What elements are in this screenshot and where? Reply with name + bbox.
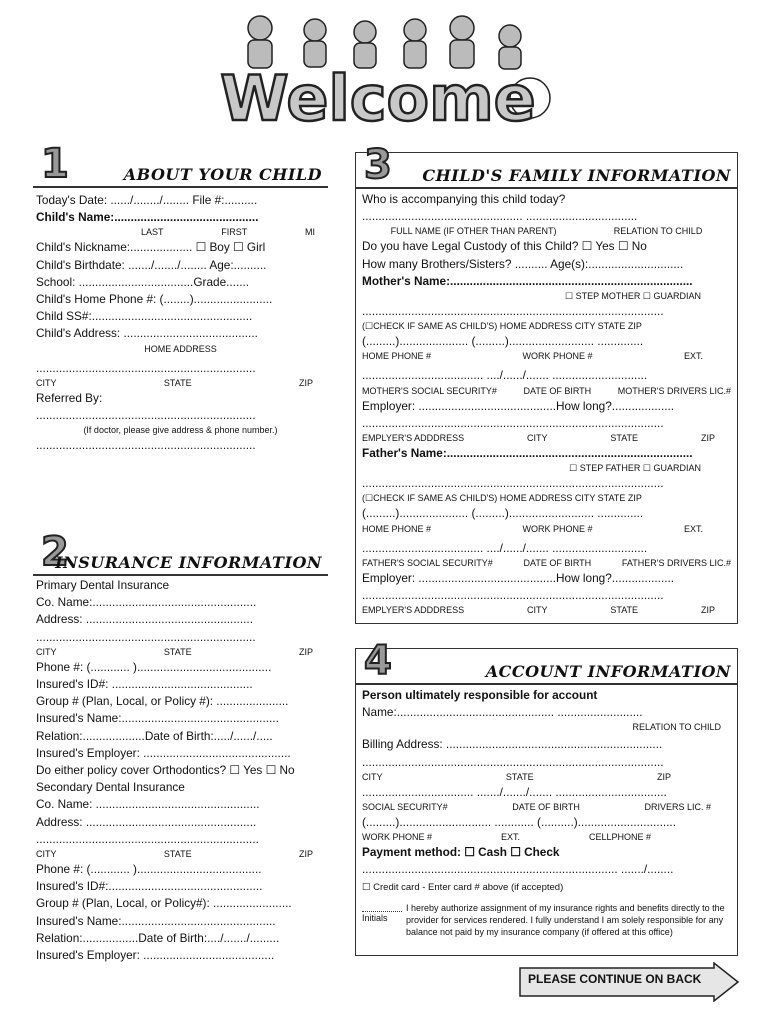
phone-captions-2 xyxy=(362,523,731,536)
caption-state: STATE xyxy=(610,433,639,444)
billing-line[interactable]: ............................................................................................ xyxy=(362,754,664,769)
secondary-phone-field[interactable]: Phone #: (............ )...................................... xyxy=(36,862,262,877)
caption-employer-address: EMPLYER'S ADDDRESS xyxy=(362,433,465,444)
responsible-name-field[interactable]: Name:................................................ .......................... xyxy=(362,705,643,720)
primary-co-name-field[interactable]: Co. Name:.................................................. xyxy=(36,595,257,610)
caption-city: CITY xyxy=(36,377,57,388)
caption-ssn: MOTHER'S SOCIAL SECURITY# xyxy=(362,385,497,396)
mother-check-same[interactable] xyxy=(362,320,731,333)
caption-city: CITY xyxy=(526,605,548,616)
section-number: 2 xyxy=(41,529,69,575)
mother-options-text[interactable]: ☐ STEP MOTHER ☐ GUARDIAN xyxy=(565,291,701,302)
home-phone-field[interactable]: Child's Home Phone #: (........)........................ xyxy=(36,292,273,307)
caption-city: CITY xyxy=(362,771,383,782)
billing-address-field[interactable]: Billing Address: .................................................................. xyxy=(362,737,663,752)
todays-date-field[interactable]: Today's Date: ....../......../........ File #:.......... xyxy=(36,193,258,207)
caption-work-phone: WORK PHONE # xyxy=(522,523,593,534)
secondary-insured-name-field[interactable]: Insured's Name:............................................... xyxy=(36,913,276,928)
secondary-address-line[interactable]: .................................................................... xyxy=(36,831,259,846)
father-line[interactable]: ............................................................................................ xyxy=(362,476,664,491)
caption-mi: MI xyxy=(304,227,315,238)
ssn-field[interactable]: .................................. ......./......./....... .................................. xyxy=(362,784,667,799)
authorization-text: I hereby authorize assignment of my insurance rights and benefits directly to the provider for services rendered. I fully understand I am solely responsible for any balance not paid by my insurance company (if offered at this office) xyxy=(406,902,725,937)
caption-zip: ZIP xyxy=(700,433,715,444)
caption-ext: EXT. xyxy=(500,832,520,843)
caption-full-name: FULL NAME (IF OTHER THAN PARENT) xyxy=(390,226,557,237)
doctor-note-text: (If doctor, please give address & phone number.) xyxy=(83,425,278,436)
continue-label: PLEASE CONTINUE ON BACK xyxy=(528,972,702,986)
accompany-field[interactable]: ................................................. .................................. xyxy=(362,209,638,224)
check-same-text[interactable]: (☐CHECK IF SAME AS CHILD'S) HOME ADDRESS CITY STATE ZIP xyxy=(362,493,642,504)
accompany-captions xyxy=(362,225,731,238)
caption-state: STATE xyxy=(163,849,192,860)
caption-ssn: FATHER'S SOCIAL SECURITY# xyxy=(362,557,493,568)
relation-caption xyxy=(362,721,731,734)
mother-employer-field[interactable]: Employer: ..........................................How long?................... xyxy=(362,398,675,413)
authorization-block xyxy=(362,902,731,938)
secondary-employer-field[interactable]: Insured's Employer: ........................................ xyxy=(36,948,275,963)
caption-home-phone: HOME PHONE # xyxy=(362,351,432,362)
caption-license: MOTHER'S DRIVERS LIC.# xyxy=(617,385,731,396)
caption-ext: EXT. xyxy=(683,351,703,362)
initials-line[interactable] xyxy=(362,902,402,912)
child-name-field[interactable]: Child's Name:............................................ xyxy=(36,210,259,225)
caption-home-phone: HOME PHONE # xyxy=(362,523,432,534)
caption-cellphone: CELLPHONE # xyxy=(588,832,651,843)
section-about-child xyxy=(33,141,328,454)
responsible-label: Person ultimately responsible for account xyxy=(362,688,598,702)
ssn-captions xyxy=(362,801,731,814)
primary-insured-name-field[interactable]: Insured's Name:................................................ xyxy=(36,711,279,726)
father-ssn-captions xyxy=(362,557,731,570)
caption-state: STATE xyxy=(610,605,639,616)
city-captions-2 xyxy=(36,848,325,861)
caption-dob: DATE OF BIRTH xyxy=(523,385,592,396)
siblings-field[interactable]: How many Brothers/Sisters? .......... Age(s):............................. xyxy=(362,256,684,271)
mother-ssn-field[interactable]: ..................................... ..../....../....... ............................. xyxy=(362,368,648,383)
welcome-banner xyxy=(200,8,570,136)
mother-phone-field[interactable]: (.........)..................... (.........).......................... .............. xyxy=(362,334,644,349)
city-captions xyxy=(362,771,731,784)
referred-by-line-2[interactable]: ................................................................... xyxy=(36,438,256,453)
credit-card-option[interactable]: ☐ Credit card - Enter card # above (if accepted) xyxy=(362,881,564,893)
caption-zip: ZIP xyxy=(298,377,313,388)
section-number: 4 xyxy=(364,638,392,684)
caption-relation: RELATION TO CHILD xyxy=(632,722,721,733)
section-header xyxy=(33,529,328,576)
city-captions xyxy=(36,646,325,659)
caption-state: STATE xyxy=(505,771,534,782)
caption-city: CITY xyxy=(526,433,548,444)
mother-employer-line[interactable]: ............................................................................................ xyxy=(362,415,664,430)
home-address-caption xyxy=(36,343,325,356)
name-captions xyxy=(36,226,325,239)
welcome-title: Welcome xyxy=(220,62,536,135)
nickname-gender-field[interactable]: Child's Nickname:................... ☐ Boy ☐ Girl xyxy=(36,240,266,255)
father-ssn-field[interactable]: ..................................... ..../....../....... ............................. xyxy=(362,540,648,555)
secondary-insured-id-field[interactable]: Insured's ID#:............................................... xyxy=(36,879,263,894)
section-header xyxy=(356,142,737,189)
card-number-field[interactable]: .............................................................................. ......./........ xyxy=(362,862,674,877)
employer-captions xyxy=(362,432,731,445)
section-title: CHILD'S FAMILY INFORMATION xyxy=(422,166,731,185)
secondary-co-name-field[interactable]: Co. Name: .................................................. xyxy=(36,797,260,812)
referred-by-label: Referred By: xyxy=(36,390,103,405)
section-title: ABOUT YOUR CHILD xyxy=(123,165,322,184)
caption-work-phone: WORK PHONE # xyxy=(522,351,593,362)
mother-line[interactable]: ............................................................................................ xyxy=(362,304,664,319)
section-account-info xyxy=(355,638,738,956)
father-employer-field[interactable]: Employer: ..........................................How long?................... xyxy=(362,570,675,585)
father-name-field[interactable]: Father's Name:........................................................................... xyxy=(362,446,693,461)
father-options[interactable] xyxy=(362,462,731,475)
child-address-field[interactable]: Child's Address: ......................................... xyxy=(36,326,258,341)
father-check-same[interactable] xyxy=(362,492,731,505)
primary-address-line[interactable]: ................................................................... xyxy=(36,629,256,644)
phone-field[interactable]: (.........)............................ ............ (..........).............................. xyxy=(362,815,676,830)
doctor-note xyxy=(36,424,325,437)
secondary-group-field[interactable]: Group # (Plan, Local, or Policy#): ........................ xyxy=(36,896,292,911)
father-options-text[interactable]: ☐ STEP FATHER ☐ GUARDIAN xyxy=(569,463,701,474)
initials-field[interactable] xyxy=(362,902,402,938)
check-same-text[interactable]: (☐CHECK IF SAME AS CHILD'S) HOME ADDRESS CITY STATE ZIP xyxy=(362,321,642,332)
initials-label: Initials xyxy=(362,912,388,923)
caption-dob: DATE OF BIRTH xyxy=(512,802,580,813)
birthdate-field[interactable]: Child's Birthdate: ......./......./........ Age:.......... xyxy=(36,257,267,272)
continue-on-back-button[interactable] xyxy=(518,962,740,1002)
primary-address-field[interactable]: Address: ................................................... xyxy=(36,612,253,627)
caption-ssn: SOCIAL SECURITY# xyxy=(362,802,448,813)
custody-question[interactable]: Do you have Legal Custody of this Child? ☐ Yes ☐ No xyxy=(362,239,647,254)
caption-city: CITY xyxy=(36,849,57,860)
employer-captions-2 xyxy=(362,604,731,617)
caption-license: FATHER'S DRIVERS LIC.# xyxy=(621,557,731,568)
caption-zip: ZIP xyxy=(298,646,313,657)
caption-relation: RELATION TO CHILD xyxy=(613,226,703,237)
primary-phone-field[interactable]: Phone #: (............ )......................................... xyxy=(36,659,272,674)
mother-ssn-captions xyxy=(362,385,731,398)
caption-city: CITY xyxy=(36,646,57,657)
caption-state: STATE xyxy=(163,646,192,657)
section-insurance xyxy=(33,529,328,964)
city-captions xyxy=(36,377,325,390)
caption-state: STATE xyxy=(163,377,192,388)
school-field[interactable]: School: ...................................Grade....... xyxy=(36,274,250,289)
father-phone-field[interactable]: (.........)..................... (.........).......................... .............. xyxy=(362,506,644,521)
section-header xyxy=(356,638,737,685)
accompany-question: Who is accompanying this child today? xyxy=(362,192,566,206)
caption-last: LAST xyxy=(141,227,164,238)
secondary-insurance-label: Secondary Dental Insurance xyxy=(36,780,185,795)
primary-insurance-label: Primary Dental Insurance xyxy=(36,578,170,592)
primary-employer-field[interactable]: Insured's Employer: ............................................. xyxy=(36,745,291,760)
phone-captions xyxy=(362,831,731,844)
caption-employer-address: EMPLYER'S ADDDRESS xyxy=(362,605,465,616)
child-ss-field[interactable]: Child SS#:................................................. xyxy=(36,309,253,324)
primary-insured-id-field[interactable]: Insured's ID#: ........................................... xyxy=(36,677,253,692)
caption-zip: ZIP xyxy=(700,605,715,616)
mother-options[interactable] xyxy=(362,290,731,303)
section-number: 3 xyxy=(364,142,392,188)
mother-name-field[interactable]: Mother's Name:.......................................................................... xyxy=(362,273,693,288)
caption-license: DRIVERS LIC. # xyxy=(644,802,711,813)
address-line[interactable]: ................................................................... xyxy=(36,360,256,375)
phone-captions xyxy=(362,350,731,363)
section-title: ACCOUNT INFORMATION xyxy=(485,662,731,681)
caption-work-phone: WORK PHONE # xyxy=(362,832,433,843)
secondary-relation-dob-field[interactable]: Relation:.................Date of Birth:..../......./......... xyxy=(36,930,280,945)
father-employer-line[interactable]: ............................................................................................ xyxy=(362,588,664,603)
referred-by-line[interactable]: ................................................................... xyxy=(36,408,256,423)
section-title: INSURANCE INFORMATION xyxy=(55,553,322,572)
section-number: 1 xyxy=(41,141,69,187)
caption-zip: ZIP xyxy=(298,849,313,860)
caption-first: FIRST xyxy=(221,227,248,238)
primary-group-field[interactable]: Group # (Plan, Local, or Policy #): ...................... xyxy=(36,694,289,709)
orthodontics-question[interactable]: Do either policy cover Orthodontics? ☐ Yes ☐ No xyxy=(36,763,295,778)
caption-home-address: HOME ADDRESS xyxy=(144,343,217,354)
section-family-info xyxy=(355,142,738,624)
secondary-address-field[interactable]: Address: .................................................... xyxy=(36,814,257,829)
caption-ext: EXT. xyxy=(683,523,703,534)
primary-relation-dob-field[interactable]: Relation:...................Date of Birth:...../....../..... xyxy=(36,728,273,743)
payment-method-field[interactable]: Payment method: ☐ Cash ☐ Check xyxy=(362,845,560,860)
caption-dob: DATE OF BIRTH xyxy=(523,557,592,568)
caption-zip: ZIP xyxy=(656,771,671,782)
section-header xyxy=(33,141,328,188)
